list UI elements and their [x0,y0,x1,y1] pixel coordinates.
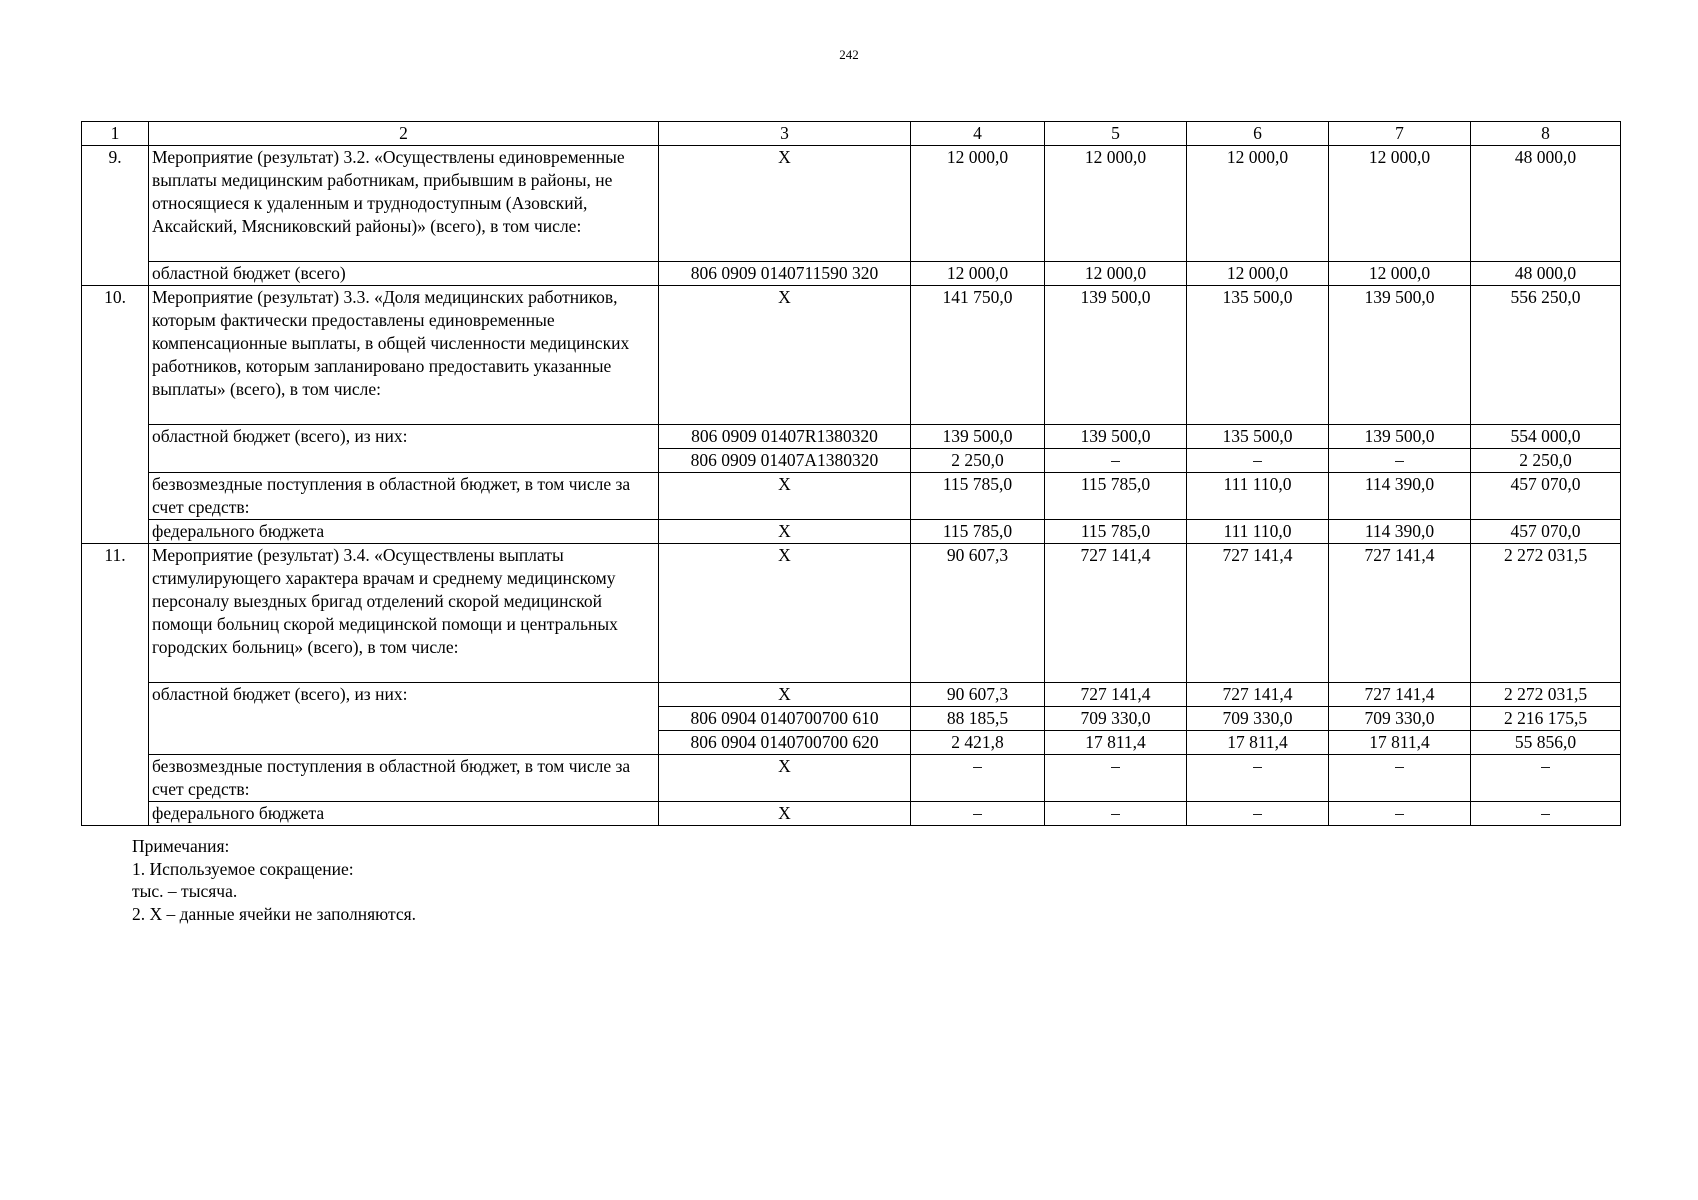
value-col8: – [1471,755,1621,802]
value-col8: 2 216 175,5 [1471,707,1621,731]
budget-table [81,121,1621,826]
value-col6: 135 500,0 [1187,425,1329,449]
value-col7: 139 500,0 [1329,286,1471,425]
budget-code: X [659,473,911,520]
row-number: 11. [82,544,149,826]
value-col5: 727 141,4 [1045,544,1187,683]
funding-source: областной бюджет (всего), из них: [149,683,659,755]
notes-line: 1. Используемое сокращение: [132,858,354,879]
value-col8: – [1471,802,1621,826]
value-col6: 111 110,0 [1187,520,1329,544]
value-col7: 114 390,0 [1329,473,1471,520]
value-col7: 114 390,0 [1329,520,1471,544]
value-col5: 12 000,0 [1045,146,1187,262]
column-header: 3 [659,122,911,146]
budget-code: X [659,544,911,683]
value-col5: 139 500,0 [1045,425,1187,449]
value-col7: – [1329,449,1471,473]
value-col6: 135 500,0 [1187,286,1329,425]
budget-code: X [659,146,911,262]
value-col5: 17 811,4 [1045,731,1187,755]
value-col5: 115 785,0 [1045,473,1187,520]
value-col7: 709 330,0 [1329,707,1471,731]
table-row [82,425,1621,449]
notes-title: Примечания: [132,836,230,856]
value-col6: 709 330,0 [1187,707,1329,731]
table-row [82,520,1621,544]
budget-code: 806 0909 01407R1380320 [659,425,911,449]
value-col4: 12 000,0 [911,146,1045,262]
value-col6: 727 141,4 [1187,544,1329,683]
value-col7: – [1329,802,1471,826]
measure-description: Мероприятие (результат) 3.4. «Осуществлены выплаты стимулирующего характера врачам и среднему медицинскому персоналу выездных бригад отделений скорой медицинской помощи больниц скорой медицинской помощи и центральных городских больниц» (всего), в том числе: [149,544,659,683]
value-col5: – [1045,449,1187,473]
value-col6: 12 000,0 [1187,262,1329,286]
notes-line: 2. X – данные ячейки не заполняются. [132,903,417,924]
column-header: 5 [1045,122,1187,146]
value-col6: – [1187,449,1329,473]
value-col4: 115 785,0 [911,473,1045,520]
value-col6: 12 000,0 [1187,146,1329,262]
value-col8: 55 856,0 [1471,731,1621,755]
value-col4: 90 607,3 [911,544,1045,683]
column-header: 7 [1329,122,1471,146]
funding-source: федерального бюджета [149,520,659,544]
value-col5: – [1045,755,1187,802]
value-col4: 88 185,5 [911,707,1045,731]
budget-code: X [659,755,911,802]
value-col5: 727 141,4 [1045,683,1187,707]
value-col7: 12 000,0 [1329,262,1471,286]
value-col8: 48 000,0 [1471,146,1621,262]
measure-description: Мероприятие (результат) 3.2. «Осуществлены единовременные выплаты медицинским работникам, прибывшим в районы, не относящиеся к удаленным и труднодоступным (Азовский, Аксайский, Мясниковский районы)» (всего), в том числе: [149,146,659,262]
table-row [82,286,1621,425]
column-header: 1 [82,122,149,146]
notes-line: тыс. – тысяча. [132,881,238,901]
table-row [82,473,1621,520]
value-col6: 111 110,0 [1187,473,1329,520]
value-col5: 139 500,0 [1045,286,1187,425]
table-row [82,262,1621,286]
table-row [82,544,1621,683]
row-number: 10. [82,286,149,544]
page-number: 242 [839,47,859,62]
budget-code: 806 0904 0140700700 610 [659,707,911,731]
funding-source: областной бюджет (всего) [149,262,659,286]
value-col6: 727 141,4 [1187,683,1329,707]
value-col4: 2 250,0 [911,449,1045,473]
column-header: 4 [911,122,1045,146]
value-col8: 2 272 031,5 [1471,544,1621,683]
budget-code: X [659,286,911,425]
row-number: 9. [82,146,149,286]
funding-source: федерального бюджета [149,802,659,826]
value-col8: 554 000,0 [1471,425,1621,449]
value-col5: – [1045,802,1187,826]
value-col4: – [911,802,1045,826]
value-col4: 115 785,0 [911,520,1045,544]
value-col7: 17 811,4 [1329,731,1471,755]
budget-code: 806 0909 0140711590 320 [659,262,911,286]
funding-source: областной бюджет (всего), из них: [149,425,659,473]
value-col8: 2 272 031,5 [1471,683,1621,707]
funding-source: безвозмездные поступления в областной бюджет, в том числе за счет средств: [149,473,659,520]
value-col7: 12 000,0 [1329,146,1471,262]
budget-code: 806 0904 0140700700 620 [659,731,911,755]
table-row [82,683,1621,707]
notes-section [132,835,416,925]
value-col4: 12 000,0 [911,262,1045,286]
value-col7: 727 141,4 [1329,544,1471,683]
value-col4: 139 500,0 [911,425,1045,449]
funding-source: безвозмездные поступления в областной бюджет, в том числе за счет средств: [149,755,659,802]
budget-code: 806 0909 01407A1380320 [659,449,911,473]
value-col8: 457 070,0 [1471,520,1621,544]
table-row [82,802,1621,826]
column-header: 6 [1187,122,1329,146]
value-col4: 2 421,8 [911,731,1045,755]
table-row [82,146,1621,262]
budget-code: X [659,520,911,544]
value-col8: 2 250,0 [1471,449,1621,473]
table-row [82,755,1621,802]
value-col5: 115 785,0 [1045,520,1187,544]
value-col4: 141 750,0 [911,286,1045,425]
budget-code: X [659,802,911,826]
value-col6: – [1187,755,1329,802]
value-col6: – [1187,802,1329,826]
budget-code: X [659,683,911,707]
value-col4: – [911,755,1045,802]
value-col4: 90 607,3 [911,683,1045,707]
value-col7: – [1329,755,1471,802]
column-header: 8 [1471,122,1621,146]
value-col6: 17 811,4 [1187,731,1329,755]
measure-description: Мероприятие (результат) 3.3. «Доля медицинских работников, которым фактически предоставлены единовременные компенсационные выплаты, в общей численности медицинских работников, которым запланировано предоставить указанные выплаты» (всего), в том числе: [149,286,659,425]
value-col5: 709 330,0 [1045,707,1187,731]
value-col8: 556 250,0 [1471,286,1621,425]
column-header: 2 [149,122,659,146]
value-col7: 727 141,4 [1329,683,1471,707]
value-col5: 12 000,0 [1045,262,1187,286]
table-header-row [82,122,1621,146]
value-col8: 48 000,0 [1471,262,1621,286]
value-col7: 139 500,0 [1329,425,1471,449]
value-col8: 457 070,0 [1471,473,1621,520]
